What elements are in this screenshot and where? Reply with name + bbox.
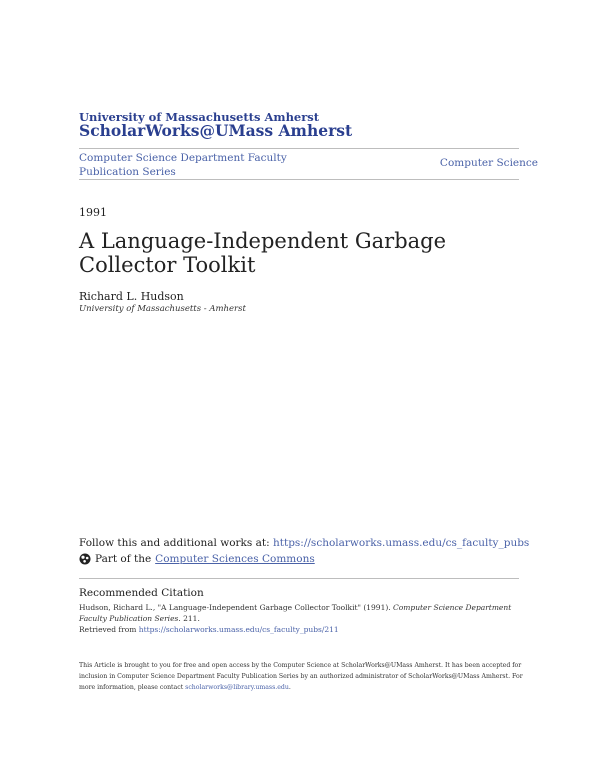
publication-year: 1991 bbox=[79, 206, 107, 219]
footer-end: . bbox=[288, 684, 291, 691]
collection-link[interactable]: Computer Science bbox=[439, 157, 538, 169]
divider-bottom bbox=[79, 179, 519, 180]
citation-text: Hudson, Richard L., "A Language-Independent Garbage Collector Toolkit" (1991). bbox=[79, 603, 394, 612]
commons-link[interactable]: Computer Sciences Commons bbox=[155, 553, 315, 565]
network-icon bbox=[79, 553, 91, 565]
retrieved-label: Retrieved from bbox=[79, 625, 139, 634]
citation-number: . 211. bbox=[178, 614, 200, 623]
retrieved-link[interactable]: https://scholarworks.umass.edu/cs_faculty_pubs/211 bbox=[138, 625, 339, 634]
divider-citation bbox=[79, 578, 519, 579]
citation-series: Computer Science Department Faculty Publication Series bbox=[79, 603, 512, 623]
series-link[interactable]: Computer Science Department Faculty Publication Series bbox=[79, 152, 287, 178]
citation-heading: Recommended Citation bbox=[79, 587, 204, 599]
author-name: Richard L. Hudson bbox=[79, 290, 184, 303]
author-affiliation: University of Massachusetts - Amherst bbox=[79, 304, 246, 314]
follow-label: Follow this and additional works at: bbox=[79, 537, 273, 549]
part-of-label: Part of the bbox=[95, 553, 152, 565]
footer-text: This Article is brought to you for free and open access by the Computer Science at ScholarWorks@UMass Amherst. It has been accepted for inclusion in Computer Science Department Faculty Publication Series by an authorized administrator of ScholarWorks@UMass Amherst. For more information, please contact bbox=[79, 662, 523, 691]
divider-top bbox=[79, 148, 519, 149]
repository-name[interactable]: ScholarWorks@UMass Amherst bbox=[79, 121, 353, 140]
article-title: A Language-Independent Garbage Collector Toolkit bbox=[79, 229, 447, 277]
follow-line bbox=[79, 537, 529, 549]
contact-email-link[interactable]: scholarworks@library.umass.edu bbox=[185, 684, 289, 691]
part-of-line bbox=[79, 553, 315, 565]
citation-body bbox=[79, 602, 524, 635]
follow-link[interactable]: https://scholarworks.umass.edu/cs_faculty_pubs bbox=[273, 537, 530, 549]
footer-notice bbox=[79, 660, 524, 693]
university-name[interactable]: University of Massachusetts Amherst bbox=[79, 110, 320, 124]
